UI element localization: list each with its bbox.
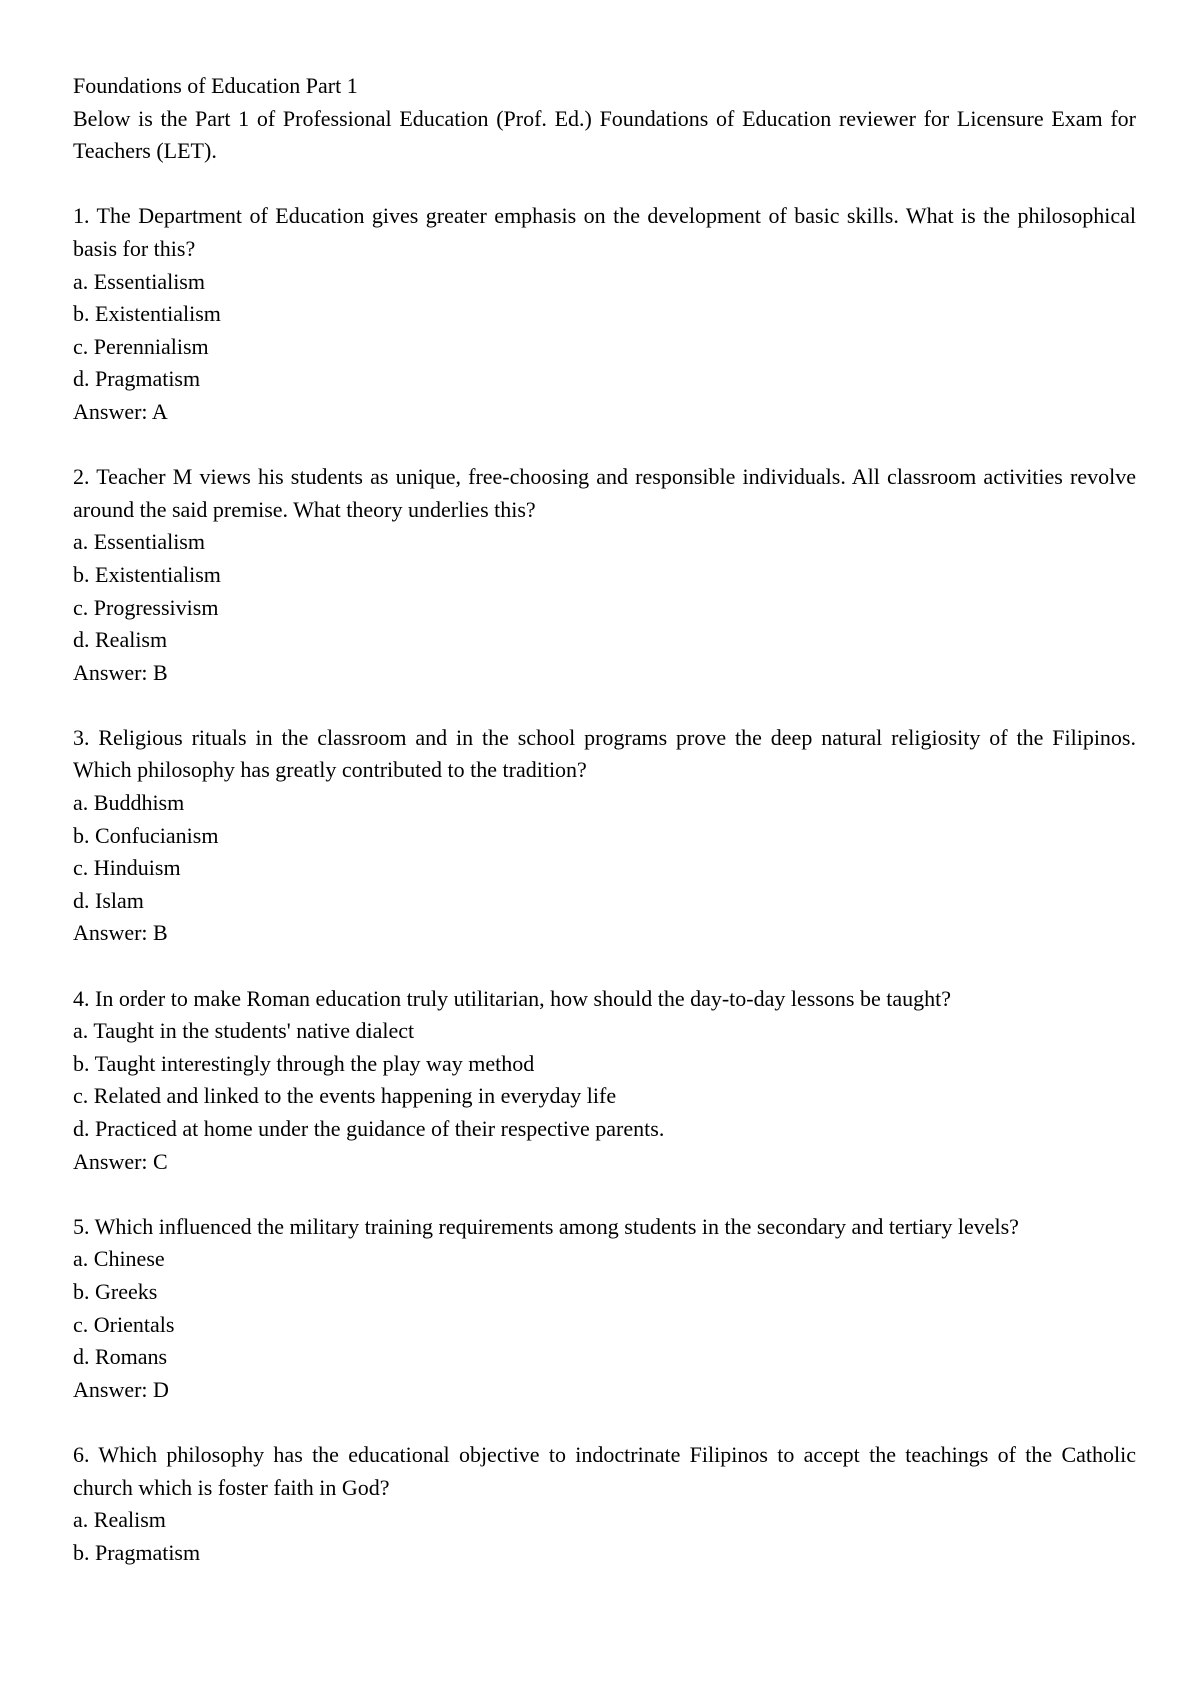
option-b: b. Taught interestingly through the play way method (73, 1050, 535, 1076)
option-c: c. Progressivism (73, 594, 219, 620)
option-c: c. Perennialism (73, 333, 209, 359)
question-text: 3. Religious rituals in the classroom and in the school programs prove the deep natural religiosity of the Filipinos. Which philosophy has greatly contributed to the tradition? (73, 724, 1136, 783)
option-a: a. Essentialism (73, 268, 205, 294)
document-title: Foundations of Education Part 1 (73, 73, 358, 98)
answer-line: Answer: C (73, 1148, 168, 1174)
option-b: b. Existentialism (73, 561, 221, 587)
option-b: b. Confucianism (73, 822, 219, 848)
intro-paragraph: Below is the Part 1 of Professional Education (Prof. Ed.) Foundations of Education reviewer for Licensure Exam for Teachers (LET). (73, 105, 1136, 164)
option-c: c. Orientals (73, 1311, 175, 1337)
option-c: c. Hinduism (73, 855, 181, 881)
question-block-2 (73, 461, 1136, 689)
answer-line: Answer: B (73, 920, 168, 946)
option-d: d. Pragmatism (73, 366, 201, 392)
option-b: b. Pragmatism (73, 1539, 201, 1565)
option-a: a. Essentialism (73, 529, 205, 555)
question-text: 6. Which philosophy has the educational objective to indoctrinate Filipinos to accept the teachings of the Catholic church which is foster faith in God? (73, 1441, 1136, 1500)
question-block-3 (73, 722, 1136, 950)
option-d: d. Romans (73, 1344, 168, 1370)
option-c: c. Related and linked to the events happening in everyday life (73, 1083, 617, 1109)
answer-line: Answer: A (73, 398, 168, 424)
question-text: 4. In order to make Roman education truly utilitarian, how should the day-to-day lessons be taught? (73, 985, 951, 1011)
question-block-5 (73, 1211, 1136, 1407)
option-a: a. Realism (73, 1507, 166, 1533)
option-d: d. Islam (73, 887, 144, 913)
question-block-6 (73, 1439, 1136, 1569)
option-d: d. Realism (73, 627, 168, 653)
option-a: a. Chinese (73, 1246, 165, 1272)
option-d: d. Practiced at home under the guidance of their respective parents. (73, 1116, 665, 1141)
question-text: 2. Teacher M views his students as unique, free-choosing and responsible individuals. All classroom activities revolve around the said premise. What theory underlies this? (73, 464, 1136, 522)
option-b: b. Existentialism (73, 301, 221, 327)
question-text: 1. The Department of Education gives greater emphasis on the development of basic skills. What is the philosophical basis for this? (73, 203, 1136, 261)
document-page (73, 70, 1136, 1569)
option-b: b. Greeks (73, 1278, 158, 1304)
question-text: 5. Which influenced the military training requirements among students in the secondary and tertiary levels? (73, 1213, 1019, 1239)
option-a: a. Buddhism (73, 790, 185, 816)
answer-line: Answer: B (73, 659, 168, 685)
question-block-4 (73, 983, 1136, 1179)
answer-line: Answer: D (73, 1376, 169, 1402)
question-block-1 (73, 200, 1136, 428)
option-a: a. Taught in the students' native dialect (73, 1018, 415, 1044)
